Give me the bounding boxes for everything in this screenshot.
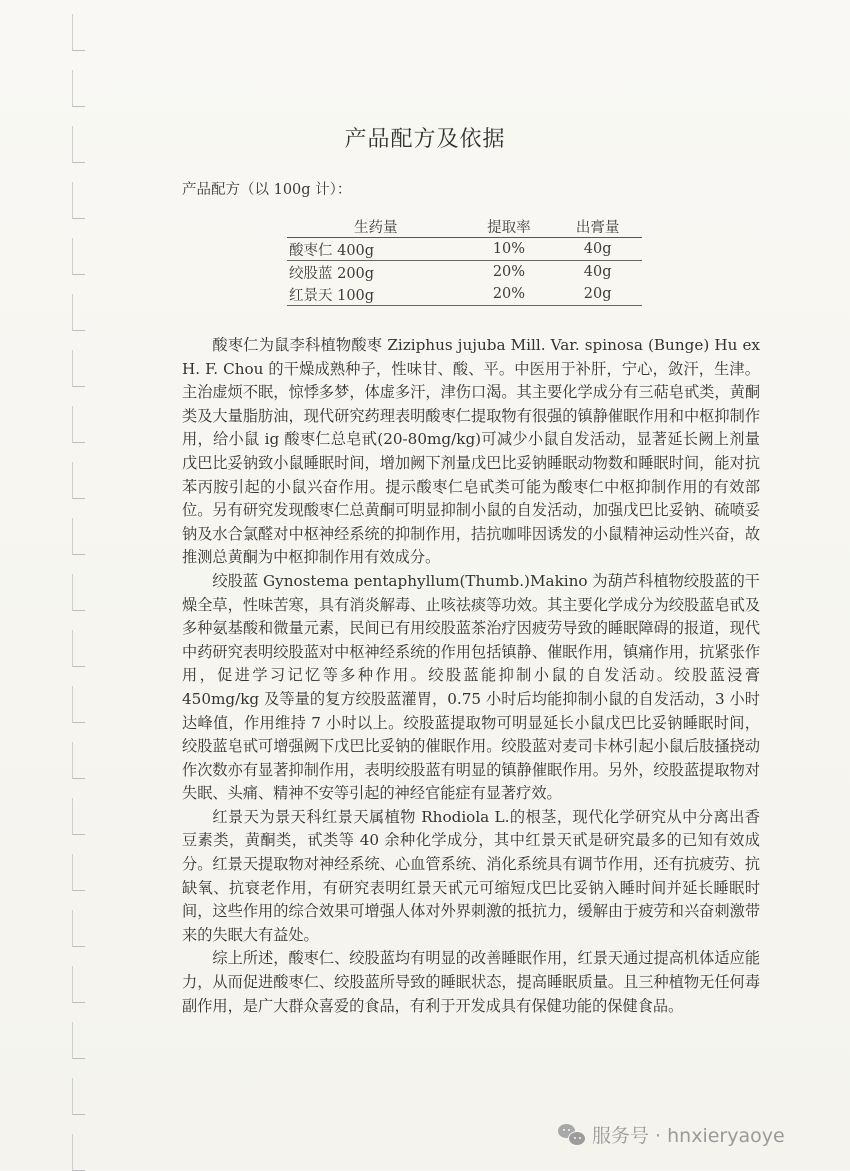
margin-mark [72,1022,85,1059]
watermark [558,1121,785,1148]
cell-herb: 绞股蓝 200g [289,265,375,282]
watermark-text: 服务号 · hnxieryaoye [592,1125,785,1147]
margin-mark [72,14,85,51]
cell-rate: 20% [465,283,554,306]
header-extract-yield: 出膏量 [553,215,642,238]
paragraph-summary: 综上所述，酸枣仁、绞股蓝均有明显的改善睡眠作用，红景天通过提高机体适应能力，从而促进酸枣仁、绞股蓝所导致的睡眠状态，提高睡眠质量。且三种植物无任何毒副作用，是广大群众喜爱的食品，有利于开发成具有保健功能的保健食品。 [182,949,760,1015]
margin-mark [72,182,85,219]
cell-yield: 40g [553,238,642,261]
table-row [287,238,642,261]
margin-mark [72,462,85,499]
margin-mark [72,1078,85,1115]
cell-yield: 20g [553,283,642,306]
cell-rate: 10% [465,238,554,261]
margin-mark [72,630,85,667]
cell-rate: 20% [492,264,526,280]
margin-mark [72,742,85,779]
margin-mark [72,1134,85,1171]
margin-mark [72,686,85,723]
table-row [287,261,642,284]
margin-mark [72,294,85,331]
margin-mark [72,406,85,443]
cell-yield: 40g [583,264,612,280]
margin-perforation-marks [72,14,86,1164]
header-extraction-rate: 提取率 [465,215,554,238]
body-text [182,334,760,1018]
cell-herb: 红景天 100g [287,283,465,306]
margin-mark [72,910,85,947]
page-title: 产品配方及依据 [344,127,506,152]
margin-mark [72,518,85,555]
wechat-icon [558,1123,586,1147]
paragraph-suanzaoren: 酸枣仁为鼠李科植物酸枣 Ziziphus jujuba Mill. Var. spinosa (Bunge) Hu ex H. F. Chou 的干燥成熟种子，性味甘、酸、平。中医用于补肝，宁心，敛汗，生津。主治虚烦不眠，惊悸多梦，体虚多汗，津伤口渴。其主要化学成分有三萜皂甙类，黄酮类及大量脂肪油，现代研究药理表明酸枣仁提取物有很强的镇静催眠作用和中枢抑制作用，给小鼠 ig 酸枣仁总皂甙(20-80mg/kg)可减少小鼠自发活动，显著延长阙上剂量戊巴比妥钠致小鼠睡眠时间，增加阙下剂量戊巴比妥钠睡眠动物数和睡眠时间，能对抗苯丙胺引起的小鼠兴奋作用。提示酸枣仁皂甙类可能为酸枣仁中枢抑制作用的有效部位。另有研究发现酸枣仁总黄酮可明显抑制小鼠的自发活动，加强戊巴比妥钠、硫喷妥钠及水合氯醛对中枢神经系统的抑制作用，拮抗咖啡因诱发的小鼠精神运动性兴奋，故推测总黄酮为中枢抑制作用有效成分。 [182,336,760,567]
margin-mark [72,798,85,835]
margin-mark [72,238,85,275]
margin-mark [72,574,85,611]
formula-label: 产品配方（以 100g 计）： [182,182,352,198]
table-header-row [287,215,642,238]
margin-mark [72,350,85,387]
header-herb-amount: 生药量 [287,215,465,238]
margin-mark [72,70,85,107]
margin-mark [72,854,85,891]
cell-herb: 酸枣仁 400g [287,238,465,261]
table-row [287,283,642,306]
paragraph-jiaogulan: 绞股蓝 Gynostema pentaphyllum(Thumb.)Makino 为葫芦科植物绞股蓝的干燥全草，性味苦寒，具有消炎解毒、止咳祛痰等功效。其主要化学成分为绞股蓝皂甙及多种氨基酸和微量元素，民间已有用绞股蓝茶治疗因疲劳导致的睡眠障碍的报道，现代中药研究表明绞股蓝对中枢神经系统的作用包括镇静、催眠作用，镇痛作用，抗紧张作用，促进学习记忆等多种作用。绞股蓝能抑制小鼠的自发活动。绞股蓝浸膏 450mg/kg 及等量的复方绞股蓝灌胃，0.75 小时后均能抑制小鼠的自发活动，3 小时达峰值，作用维持 7 小时以上。绞股蓝提取物可明显延长小鼠戊巴比妥钠睡眠时间，绞股蓝皂甙可增强阙下戊巴比妥钠的催眠作用。绞股蓝对麦司卡林引起小鼠后肢搔挠动作次数亦有显著抑制作用，表明绞股蓝有明显的镇静催眠作用。另外，绞股蓝提取物对失眠、头痛、精神不安等引起的神经官能症有显著疗效。 [182,571,760,803]
paragraph-hongjingtian: 红景天为景天科红景天属植物 Rhodiola L.的根茎，现代化学研究从中分离出香豆素类，黄酮类，甙类等 40 余种化学成分，其中红景天甙是研究最多的已知有效成分。红景天提取物对神经系统、心血管系统、消化系统具有调节作用，还有抗疲劳、抗缺氧、抗衰老作用，有研究表明红景天甙元可缩短戊巴比妥钠入睡时间并延长睡眠时间，这些作用的综合效果可增强人体对外界刺激的抵抗力，缓解由于疲劳和兴奋刺激带来的失眠大有益处。 [182,807,760,944]
margin-mark [72,966,85,1003]
formula-table [287,215,642,306]
